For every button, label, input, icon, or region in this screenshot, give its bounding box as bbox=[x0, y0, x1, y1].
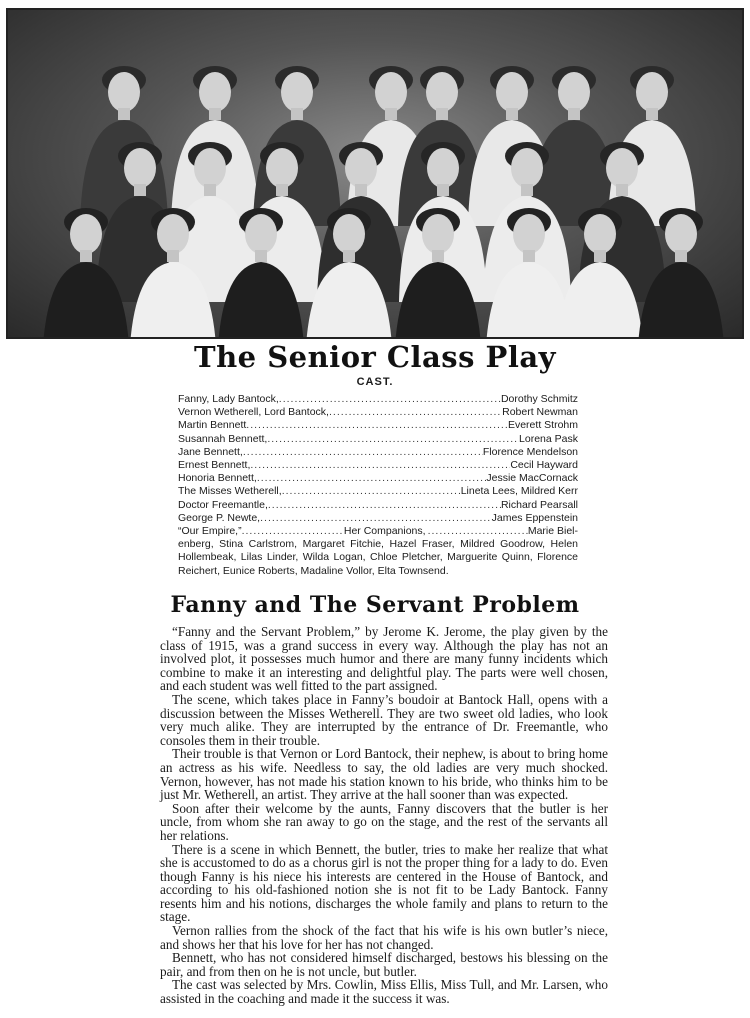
cast-row bbox=[178, 433, 578, 446]
paragraph: There is a scene in which Bennett, the butler, tries to make her realize that what she is accustomed to do as a chorus girl is not the proper thing for a lady to do. Even though Fanny is his niece his interests are centered in the House of Bantock, and according to his old-fashioned notion she is not fit to be Lady Bantock. Fanny resents him and his notions, discharges the whole family and plans to return to the stage. bbox=[160, 841, 608, 925]
cast-actor: Everett Strohm bbox=[507, 419, 578, 432]
cast-row bbox=[178, 459, 578, 472]
cast-role: Jane Bennett, bbox=[178, 445, 243, 458]
cast-row bbox=[178, 512, 578, 525]
companions-label: Her Companions, bbox=[343, 525, 426, 538]
cast-actor: Cecil Hayward bbox=[510, 459, 578, 472]
cast-role: Susannah Bennett, bbox=[178, 432, 268, 445]
page-title: The Senior Class Play bbox=[193, 340, 557, 374]
article-body bbox=[160, 625, 608, 1006]
paragraph: The cast was selected by Mrs. Cowlin, Miss Ellis, Miss Tull, and Mr. Larsen, who assisted in the coaching and made it the success it was. bbox=[160, 977, 608, 1007]
paragraph: “Fanny and the Servant Problem,” by Jerome K. Jerome, the play given by the class of 1915, was a grand success in every way. Although the play has not an involved plot, it possesses much humor and there are many funny incidents which combine to make it an interesting and delightful play. The parts were well chosen, and each student was well fitted to the part assigned. bbox=[160, 624, 608, 694]
paragraph: Bennett, who has not considered himself discharged, bestows his blessing on the pair, and from then on he is not uncle, but butler. bbox=[160, 950, 608, 979]
cast-role: Martin Bennett bbox=[178, 419, 247, 432]
cast-list bbox=[178, 393, 578, 578]
cast-row bbox=[178, 406, 578, 419]
paragraph: The scene, which takes place in Fanny’s boudoir at Bantock Hall, opens with a discussion between the Misses Wetherell. They are two sweet old ladies, who look very much alike. They are interrupted by the entrance of Dr. Freemantle, who consoles them in their trouble. bbox=[160, 691, 608, 748]
cast-actor: Richard Pearsall bbox=[500, 498, 578, 511]
cast-role: Vernon Wetherell, Lord Bantock, bbox=[178, 406, 329, 419]
paragraph: Soon after their welcome by the aunts, Fanny discovers that the butler is her uncle, from whom she ran away to go on the stage, and the rest of the servants all her relations. bbox=[160, 800, 608, 843]
companions-role: “Our Empire,” bbox=[178, 525, 242, 538]
class-photo bbox=[6, 8, 744, 339]
cast-role: Honoria Bennett, bbox=[178, 472, 257, 485]
cast-heading: CAST. bbox=[356, 376, 394, 388]
paragraph: Vernon rallies from the shock of the fact that his wife is his own butler’s niece, and shows her that his love for her has not changed. bbox=[160, 923, 608, 952]
cast-role: Fanny, Lady Bantock, bbox=[178, 393, 279, 405]
companions-list: enberg, Stina Carlstrom, Margaret Fitchie, Hazel Fraser, Mildred Goodrow, Helen Hollembeak, Lilas Linder, Wilda Logan, Chloe Pletcher, Marguerite Quinn, Florence Reichert, Eunice Roberts, Madaline Vollor, Elta Townsend. bbox=[178, 538, 578, 577]
cast-actor: James Eppenstein bbox=[491, 511, 578, 524]
paragraph: Their trouble is that Vernon or Lord Bantock, their nephew, is about to bring home an actress as his wife. Needless to say, the old ladies are very much shocked. Vernon, however, has not made his station known to his bride, who thinks him to be just Mr. Wetherell, an artist. They arrive at the hall sooner than was expected. bbox=[160, 746, 608, 803]
cast-actor: Florence Mendelson bbox=[482, 445, 578, 458]
cast-actor: Dorothy Schmitz bbox=[500, 393, 578, 405]
cast-role: The Misses Wetherell, bbox=[178, 485, 282, 498]
companions-first: Marie Biel- bbox=[527, 525, 579, 538]
cast-actor: Lineta Lees, Mildred Kerr bbox=[460, 485, 578, 498]
cast-row bbox=[178, 485, 578, 498]
cast-row bbox=[178, 446, 578, 459]
companions-row bbox=[178, 525, 578, 538]
cast-actor: Lorena Pask bbox=[519, 432, 578, 445]
cast-row bbox=[178, 419, 578, 432]
section-title: Fanny and The Servant Problem bbox=[170, 592, 580, 618]
cast-actor: Jessie MacCornack bbox=[486, 472, 578, 485]
cast-role: George P. Newte, bbox=[178, 511, 261, 524]
cast-actor: Robert Newman bbox=[502, 406, 578, 419]
cast-role: Doctor Freemantle, bbox=[178, 498, 268, 511]
cast-row bbox=[178, 499, 578, 512]
cast-row bbox=[178, 472, 578, 485]
cast-role: Ernest Bennett, bbox=[178, 459, 251, 472]
class-photo-figures bbox=[8, 10, 742, 337]
cast-row bbox=[178, 393, 578, 406]
